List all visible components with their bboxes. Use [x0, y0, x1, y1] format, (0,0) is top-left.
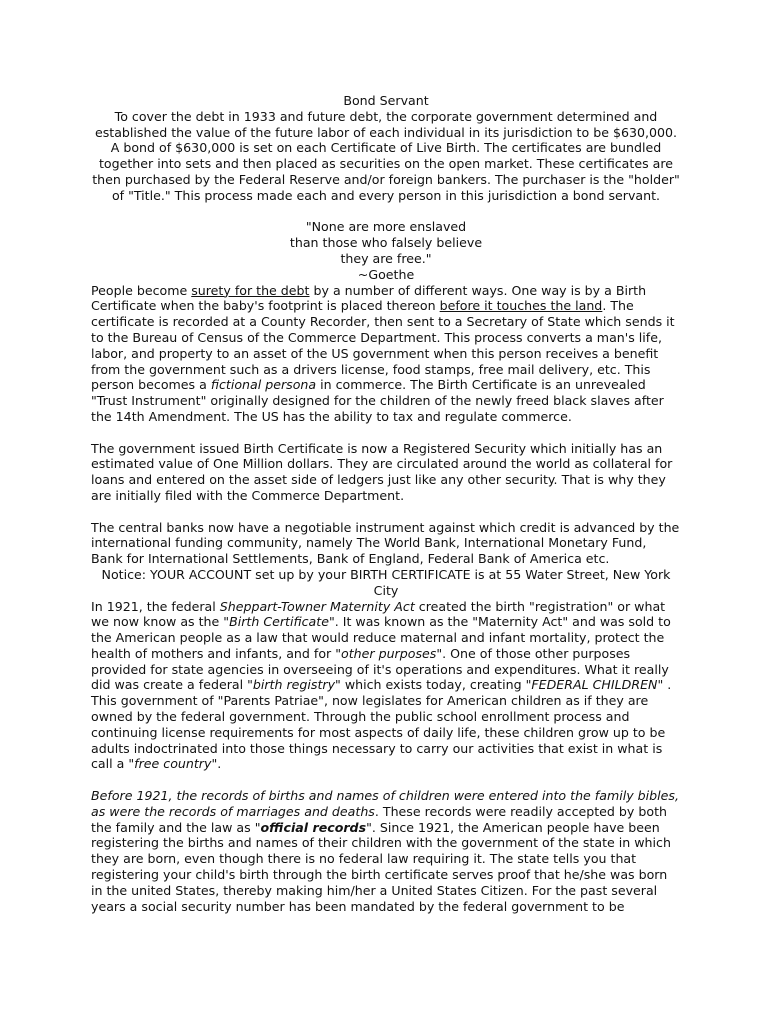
italic-phrase: Before 1921, the records of births and names of children were entered into the family bibles, as were the records of marriages and deaths — [91, 788, 679, 819]
paragraph-before-1921 — [91, 788, 681, 914]
text-run: . The certificate is recorded at a County Recorder, then sent to a Secretary of State which sends it to the Bureau of Census of the Commerce Department. This process converts a man's life, labor, and property to an asset of the US government when this person receives a benefit from the government such as a drivers license, food stamps, free mail delivery, etc. This person becomes a — [91, 298, 675, 393]
bold-italic-phrase: official records — [260, 819, 367, 835]
document-title: Bond Servant — [343, 93, 429, 108]
intro-paragraph: To cover the debt in 1933 and future debt, the corporate government determined and established the value of the future labor of each individual in its jurisdiction to be $630,000. A bond of $630,000 is set on each Certificate of Live Birth. The certificates are bundled together into sets and then placed as securities on the open market. These certificates are then purchased by the Federal Reserve and/or foreign bankers. The purchaser is the "holder" of "Title." This process made each and every person in this jurisdiction a bond servant. — [92, 108, 680, 203]
text-run: created the birth "registration" or what we now know as the " — [91, 598, 666, 630]
spacer — [91, 425, 681, 441]
text-run: ". It was known as the "Maternity Act" and was sold to the American people as a law that would reduce maternal and infant mortality, protect the health of mothers and infants, and for " — [91, 614, 671, 661]
italic-phrase: Birth Certificate — [229, 614, 329, 630]
text-run: " . This government of "Parents Patriae", now legislates for American children as if they are owned by the federal government. Through the public school enrollment process and continuing license requirements for most aspects of daily life, these children grow up to be adults indoctrinated into those things necessary to carry our activities that exist in what is call a " — [91, 677, 672, 772]
text-run: ". Since 1921, the American people have been registering the births and names of their children with the government of the state in which they are born, even though there is no federal law requiring it. The state tells you that registering your child's birth through the birth certificate serves proof that he/she was born in the united States, thereby making him/her a United States Citizen. For the past several years a social security number has been mandated by the federal government to be — [91, 819, 671, 914]
paragraph-maternity-act — [91, 599, 681, 773]
italic-phrase: other purposes — [341, 645, 437, 661]
italic-phrase: birth registry — [252, 677, 336, 693]
quote-author: ~Goethe — [357, 266, 415, 282]
italic-phrase: free country — [134, 756, 212, 772]
paragraph-central-banks: The central banks now have a negotiable instrument against which credit is advanced by the international funding community, namely The World Bank, International Monetary Fund, Bank for International Settlements, Bank of England, Federal Bank of America etc. — [91, 519, 680, 567]
italic-phrase: FEDERAL CHILDREN — [531, 677, 658, 693]
text-run: People become — [91, 282, 192, 298]
document-page — [91, 93, 681, 914]
text-run: in commerce. The Birth Certificate is an unrevealed "Trust Instrument" originally designed for the children of the newly freed black slaves after the 14th Amendment. The US has the ability to tax and regulate commerce. — [91, 377, 664, 424]
quote-line: than those who falsely believe — [289, 235, 483, 251]
goethe-quote — [91, 219, 681, 282]
italic-phrase: fictional persona — [210, 377, 317, 393]
notice-line: Notice: YOUR ACCOUNT set up by your BIRTH CERTIFICATE is at 55 Water Street, New York City — [101, 566, 671, 598]
text-run: " which exists today, creating " — [335, 677, 532, 693]
text-run: ". One of those other purposes provided for state agencies in overseeing of it's operations and expenditures. What it really did was create a federal " — [91, 645, 669, 693]
paragraph-surety — [91, 283, 681, 425]
text-run: In 1921, the federal — [91, 598, 220, 614]
quote-line: they are free." — [340, 250, 432, 266]
text-run: ". — [211, 756, 222, 772]
underlined-phrase: before it touches the land — [439, 298, 603, 314]
text-run: . These records were readily accepted by both the family and the law as " — [91, 803, 667, 835]
quote-line: "None are more enslaved — [305, 219, 467, 235]
paragraph-registered-security: The government issued Birth Certificate is now a Registered Security which initially has an estimated value of One Million dollars. They are circulated around the world as collateral for loans and entered on the asset side of ledgers just like any other security. That is why they are initially filed with the Commerce Department. — [91, 440, 673, 503]
spacer — [91, 204, 681, 220]
spacer — [91, 772, 681, 788]
spacer — [91, 504, 681, 520]
italic-phrase: Sheppart-Towner Maternity Act — [219, 598, 415, 614]
text-run: by a number of different ways. One way is by a Birth Certificate when the baby's footprint is placed thereon — [91, 282, 647, 314]
underlined-phrase: surety for the debt — [191, 282, 310, 298]
